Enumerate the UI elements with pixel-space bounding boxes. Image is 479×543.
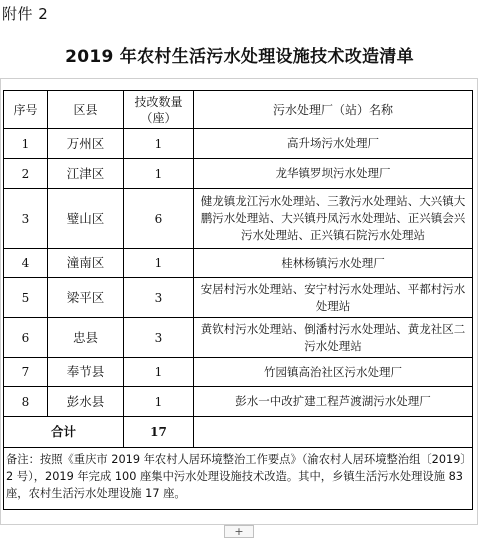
row-county: 梁平区 bbox=[48, 278, 124, 318]
header-count: 技改数量（座） bbox=[124, 91, 194, 129]
row-county: 忠县 bbox=[48, 318, 124, 358]
row-count: 3 bbox=[124, 318, 194, 358]
row-index: 7 bbox=[4, 358, 48, 387]
total-label: 合计 bbox=[4, 417, 124, 448]
total-value: 17 bbox=[124, 417, 194, 448]
attachment-label: 附件 2 bbox=[2, 5, 49, 23]
header-names: 污水处理厂（站）名称 bbox=[194, 91, 473, 129]
row-names: 高升场污水处理厂 bbox=[194, 129, 473, 159]
table-row bbox=[4, 318, 473, 358]
row-count: 1 bbox=[124, 387, 194, 417]
row-county: 潼南区 bbox=[48, 249, 124, 278]
row-names: 桂林杨镇污水处理厂 bbox=[194, 249, 473, 278]
document-title: 2019 年农村生活污水处理设施技术改造清单 bbox=[65, 47, 414, 67]
table-row bbox=[4, 278, 473, 318]
table-row bbox=[4, 159, 473, 189]
row-index: 2 bbox=[4, 159, 48, 189]
total-row bbox=[4, 417, 473, 448]
row-count: 1 bbox=[124, 249, 194, 278]
row-names: 龙华镇罗坝污水处理厂 bbox=[194, 159, 473, 189]
row-index: 1 bbox=[4, 129, 48, 159]
row-names: 黄钦村污水处理站、倒潘村污水处理站、黄龙社区二污水处理站 bbox=[194, 318, 473, 358]
header-index: 序号 bbox=[4, 91, 48, 129]
row-index: 8 bbox=[4, 387, 48, 417]
row-names: 健龙镇龙江污水处理站、三教污水处理站、大兴镇大鹏污水处理站、大兴镇丹凤污水处理站、正兴镇会兴污水处理站、正兴镇石院污水处理站 bbox=[194, 189, 473, 249]
row-county: 璧山区 bbox=[48, 189, 124, 249]
table-row bbox=[4, 358, 473, 387]
row-county: 奉节县 bbox=[48, 358, 124, 387]
total-names-empty bbox=[194, 417, 473, 448]
row-index: 6 bbox=[4, 318, 48, 358]
table-row bbox=[4, 249, 473, 278]
note-text: 备注：按照《重庆市 2019 年农村人居环境整治工作要点》（渝农村人居环境整治组〔2019〕2 号），2019 年完成 100 座集中污水处理设施技术改造。其中，乡镇生活污水处理设施 83 座，农村生活污水处理设施 17 座。 bbox=[4, 448, 473, 510]
row-index: 5 bbox=[4, 278, 48, 318]
row-county: 江津区 bbox=[48, 159, 124, 189]
table-row bbox=[4, 189, 473, 249]
header-county: 区县 bbox=[48, 91, 124, 129]
note-row bbox=[4, 448, 473, 510]
expand-button[interactable]: + bbox=[224, 525, 254, 538]
row-names: 安居村污水处理站、安宁村污水处理站、平都村污水处理站 bbox=[194, 278, 473, 318]
row-county: 彭水县 bbox=[48, 387, 124, 417]
row-count: 3 bbox=[124, 278, 194, 318]
row-count: 6 bbox=[124, 189, 194, 249]
renovation-list-table bbox=[3, 90, 473, 510]
row-county: 万州区 bbox=[48, 129, 124, 159]
row-names: 竹园镇高治社区污水处理厂 bbox=[194, 358, 473, 387]
row-names: 彭水一中改扩建工程芦渡湖污水处理厂 bbox=[194, 387, 473, 417]
row-count: 1 bbox=[124, 358, 194, 387]
table-row bbox=[4, 129, 473, 159]
table-row bbox=[4, 387, 473, 417]
row-count: 1 bbox=[124, 129, 194, 159]
row-index: 3 bbox=[4, 189, 48, 249]
row-count: 1 bbox=[124, 159, 194, 189]
row-index: 4 bbox=[4, 249, 48, 278]
table-header-row bbox=[4, 91, 473, 129]
